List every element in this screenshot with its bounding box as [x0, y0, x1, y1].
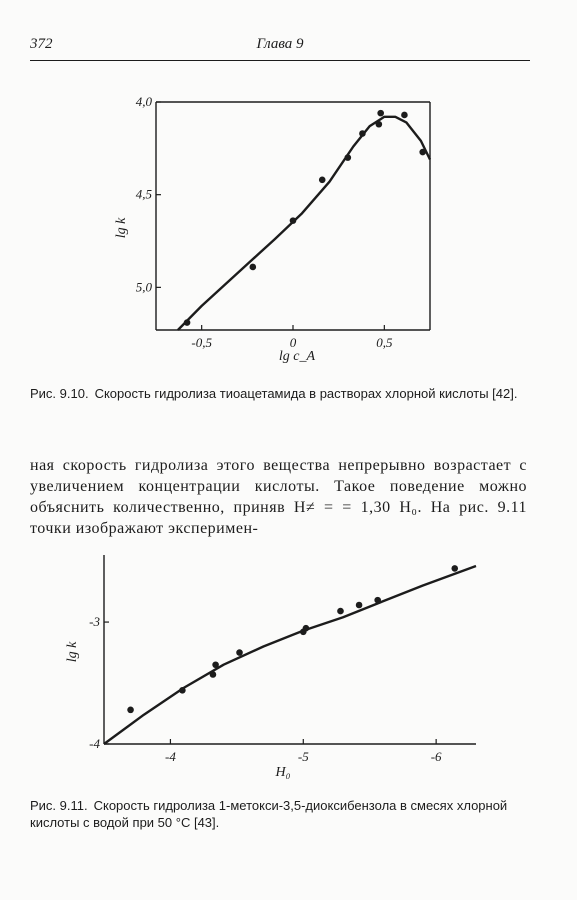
- y-axis-label: lg k: [65, 641, 80, 663]
- y-tick-label: 5,0: [135, 279, 152, 295]
- figure-9-11-label: Рис. 9.11.: [30, 798, 88, 813]
- x-tick-label: -5: [297, 749, 309, 764]
- x-tick-label: -0,5: [191, 335, 212, 350]
- data-point: [401, 112, 408, 119]
- y-tick-label: 4,5: [135, 186, 152, 202]
- data-point: [250, 264, 257, 271]
- x-tick-label: 0: [289, 335, 297, 350]
- fitted-curve: [178, 117, 430, 330]
- x-axis-label: lg c_A: [278, 349, 316, 364]
- data-point: [376, 121, 383, 128]
- figure-9-11-caption: [30, 797, 527, 831]
- data-point: [127, 707, 134, 714]
- y-tick-label: -3: [89, 614, 100, 630]
- x-tick-label: -4: [165, 749, 176, 764]
- figure-9-10-label: Рис. 9.10.: [30, 386, 89, 401]
- y-axis-label: lg k: [114, 217, 129, 239]
- figure-9-10-text: Скорость гидролиза тиоацетамида в растворах хлорной кислоты [42].: [94, 386, 518, 401]
- data-point: [359, 130, 366, 137]
- figure-9-10-caption: [30, 385, 527, 402]
- data-point: [184, 319, 191, 326]
- x-tick-label: -6: [430, 749, 442, 764]
- data-point: [210, 671, 217, 678]
- data-point: [236, 649, 243, 656]
- body-paragraph: ная скорость гидролиза этого вещества непрерывно возрастает с увеличением концентрации кислоты. Такое поведение можно объяснить количественно, приняв H≠ = = 1,30 H₀. На рис. 9.11 точки изображают эксперимен-: [30, 457, 527, 537]
- chapter-title: Глава 9: [256, 36, 304, 52]
- data-point: [419, 149, 426, 156]
- data-point: [179, 687, 186, 694]
- data-point: [212, 661, 219, 668]
- data-point: [345, 154, 352, 161]
- x-tick-label: 0,5: [376, 335, 393, 350]
- data-point: [451, 565, 458, 572]
- data-point: [374, 597, 381, 604]
- figure-9-11-text: Скорость гидролиза 1-метокси-3,5-диоксибензола в смесях хлорной кислоты с водой при 50 °C [43].: [30, 798, 508, 830]
- x-axis-label: H₀: [275, 765, 291, 780]
- page-number: 372: [30, 36, 53, 52]
- data-point: [377, 110, 384, 117]
- data-point: [303, 625, 310, 632]
- data-point: [337, 608, 344, 615]
- fitted-curve: [104, 566, 476, 744]
- data-point: [319, 177, 326, 184]
- y-tick-label: -4: [89, 736, 100, 751]
- y-tick-label: 4,0: [135, 94, 152, 109]
- data-point: [290, 217, 297, 224]
- data-point: [356, 602, 363, 609]
